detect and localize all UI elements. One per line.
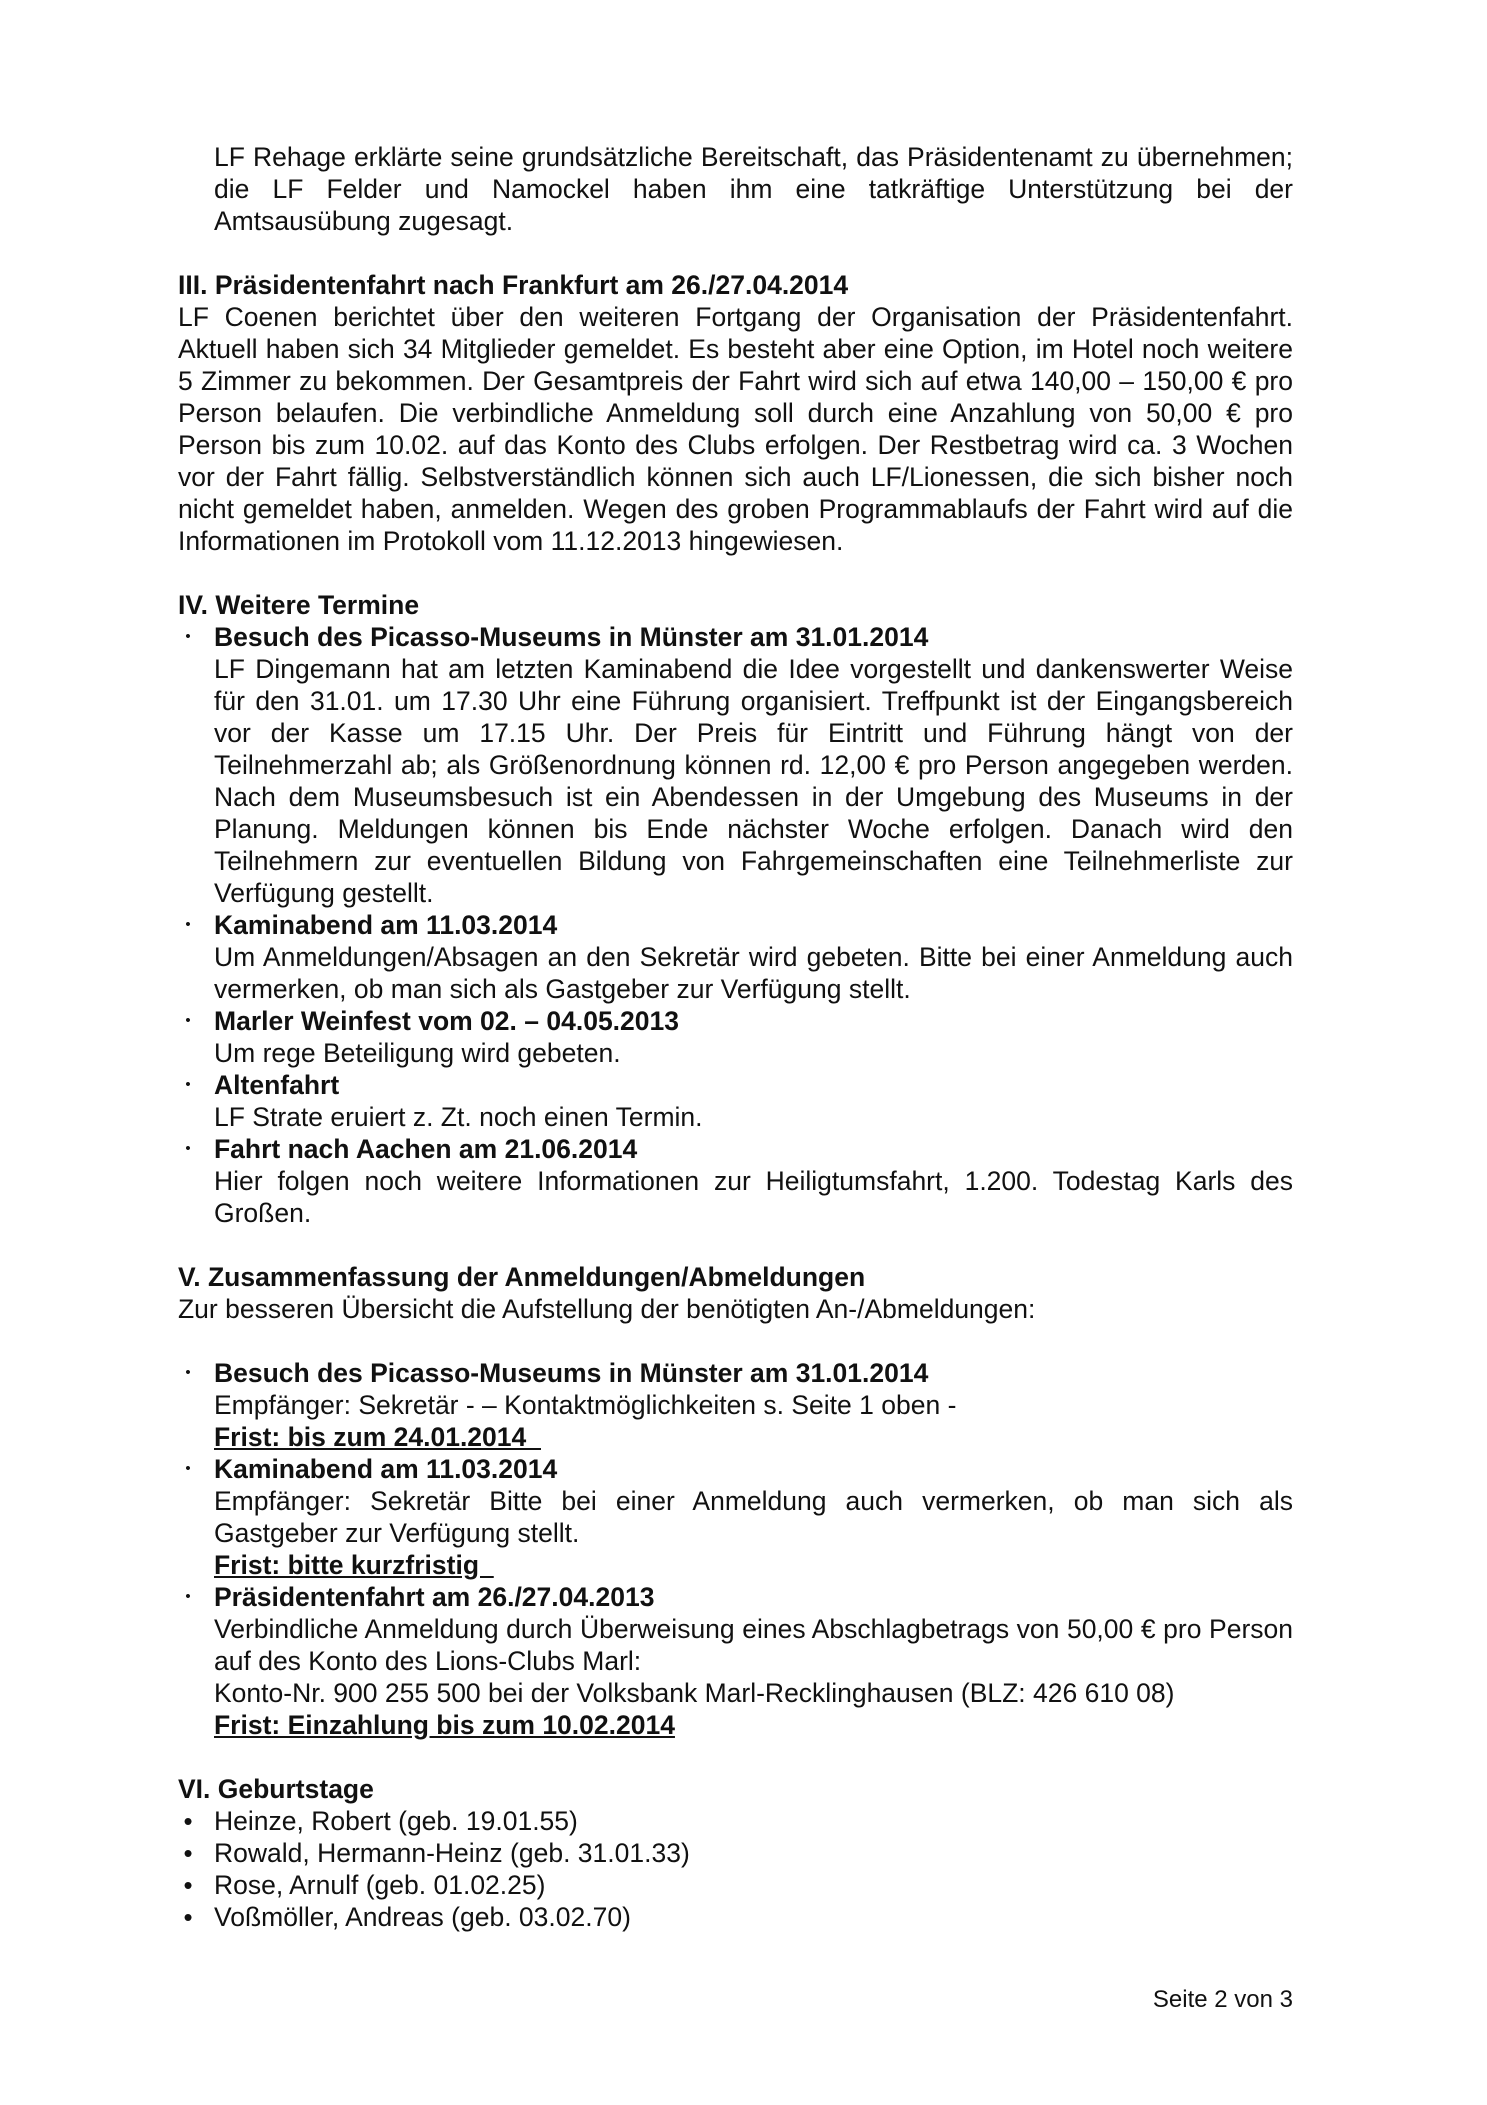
section-heading: V. Zusammenfassung der Anmeldungen/Abmeldungen <box>178 1262 866 1292</box>
bullet-icon: • <box>183 1870 193 1900</box>
list-item <box>178 909 1293 1005</box>
item-title: Kaminabend am 11.03.2014 <box>214 1454 558 1484</box>
bullet-icon: • <box>185 1076 191 1093</box>
item-text: Hier folgen noch weitere Informationen zur Heiligtumsfahrt, 1.200. Todestag Karls des Großen. <box>214 1166 1293 1228</box>
list-item <box>178 1453 1293 1581</box>
section-v <box>178 1261 1293 1741</box>
item-text: Verbindliche Anmeldung durch Überweisung eines Abschlagbetrags von 50,00 € pro Person auf des Konto des Lions-Clubs Marl: <box>214 1614 1293 1676</box>
item-text: Um rege Beteiligung wird gebeten. <box>214 1038 621 1068</box>
bullet-icon: • <box>185 1364 191 1381</box>
bullet-icon: • <box>185 1140 191 1157</box>
section-vi <box>178 1773 1293 1933</box>
item-title: Besuch des Picasso-Museums in Münster am 31.01.2014 <box>214 1358 929 1388</box>
list-item <box>178 1581 1293 1741</box>
list-item <box>178 1133 1293 1229</box>
deadline-text: Frist: bis zum 24.01.2014 <box>214 1422 541 1452</box>
birthday-entry: Rowald, Hermann-Heinz (geb. 31.01.33) <box>214 1838 690 1868</box>
section-heading: III. Präsidentenfahrt nach Frankfurt am 26./27.04.2014 <box>178 270 849 300</box>
blank-line <box>178 1325 1293 1357</box>
section-iv <box>178 589 1293 1229</box>
list-item <box>178 1901 1293 1933</box>
item-title: Präsidentenfahrt am 26./27.04.2013 <box>214 1582 655 1612</box>
item-title: Fahrt nach Aachen am 21.06.2014 <box>214 1134 638 1164</box>
item-text: Empfänger: Sekretär Bitte bei einer Anmeldung auch vermerken, ob man sich als Gastgeber zur Verfügung stellt. <box>214 1486 1293 1548</box>
item-text: LF Strate eruiert z. Zt. noch einen Termin. <box>214 1102 703 1132</box>
section-iii <box>178 269 1293 557</box>
birthday-entry: Rose, Arnulf (geb. 01.02.25) <box>214 1870 546 1900</box>
bullet-icon: • <box>183 1838 193 1868</box>
list-item <box>178 1069 1293 1133</box>
list-item <box>178 1869 1293 1901</box>
section-heading: VI. Geburtstage <box>178 1774 374 1804</box>
list-item <box>178 1005 1293 1069</box>
deadline-text: Frist: Einzahlung bis zum 10.02.2014 <box>214 1710 675 1740</box>
deadline-text: Frist: bitte kurzfristig <box>214 1550 494 1580</box>
bullet-icon: • <box>185 1460 191 1477</box>
bullet-icon: • <box>185 1012 191 1029</box>
bullet-icon: • <box>183 1902 193 1932</box>
bullet-icon: • <box>185 1588 191 1605</box>
bank-details: Konto-Nr. 900 255 500 bei der Volksbank Marl-Recklinghausen (BLZ: 426 610 08) <box>214 1678 1175 1708</box>
item-text: LF Dingemann hat am letzten Kaminabend die Idee vorgestellt und dankenswerter Weise für den 31.01. um 17.30 Uhr eine Führung organisiert. Treffpunkt ist der Eingangsbereich vor der Kasse um 17.15 Uhr. Der Preis für Eintritt und Führung hängt von der Teilnehmerzahl ab; als Größenordnung können rd. 12,00 € pro Person angegeben werden. Nach dem Museumsbesuch ist ein Abendessen in der Umgebung des Museums in der Planung. Meldungen können bis Ende nächster Woche erfolgen. Danach wird den Teilnehmern zur eventuellen Bildung von Fahrgemeinschaften eine Teilnehmerliste zur Verfügung gestellt. <box>214 654 1293 908</box>
bullet-icon: • <box>185 628 191 645</box>
item-title: Kaminabend am 11.03.2014 <box>214 910 558 940</box>
item-title: Besuch des Picasso-Museums in Münster am 31.01.2014 <box>214 622 929 652</box>
list-item <box>178 1357 1293 1453</box>
page-content <box>178 141 1293 1933</box>
birthday-entry: Voßmöller, Andreas (geb. 03.02.70) <box>214 1902 631 1932</box>
bullet-icon: • <box>183 1806 193 1836</box>
birthday-entry: Heinze, Robert (geb. 19.01.55) <box>214 1806 578 1836</box>
item-text: Empfänger: Sekretär - – Kontaktmöglichkeiten s. Seite 1 oben - <box>214 1390 957 1420</box>
list-item <box>178 1837 1293 1869</box>
list-item <box>178 1805 1293 1837</box>
section-intro: Zur besseren Übersicht die Aufstellung der benötigten An-/Abmeldungen: <box>178 1294 1036 1324</box>
intro-section <box>178 141 1293 237</box>
registrations-list <box>178 1357 1293 1741</box>
section-paragraph: LF Coenen berichtet über den weiteren Fortgang der Organisation der Präsidentenfahrt. Aktuell haben sich 34 Mitglieder gemeldet. Es besteht aber eine Option, im Hotel noch weitere 5 Zimmer zu bekommen. Der Gesamtpreis der Fahrt wird sich auf etwa 140,00 – 150,00 € pro Person belaufen. Die verbindliche Anmeldung soll durch eine Anzahlung von 50,00 € pro Person bis zum 10.02. auf das Konto des Clubs erfolgen. Der Restbetrag wird ca. 3 Wochen vor der Fahrt fällig. Selbstverständlich können sich auch LF/Lionessen, die sich bisher noch nicht gemeldet haben, anmelden. Wegen des groben Programmablaufs der Fahrt wird auf die Informationen im Protokoll vom 11.12.2013 hingewiesen. <box>178 302 1293 556</box>
list-item <box>178 621 1293 909</box>
item-text: Um Anmeldungen/Absagen an den Sekretär wird gebeten. Bitte bei einer Anmeldung auch vermerken, ob man sich als Gastgeber zur Verfügung stellt. <box>214 942 1293 1004</box>
bullet-icon: • <box>185 916 191 933</box>
intro-paragraph: LF Rehage erklärte seine grundsätzliche Bereitschaft, das Präsidentenamt zu übernehmen; die LF Felder und Namockel haben ihm eine tatkräftige Unterstützung bei der Amtsausübung zugesagt. <box>214 142 1293 236</box>
appointments-list <box>178 621 1293 1229</box>
page-number: Seite 2 von 3 <box>1152 1986 1293 2013</box>
birthdays-list <box>178 1805 1293 1933</box>
section-heading: IV. Weitere Termine <box>178 590 420 620</box>
item-title: Altenfahrt <box>214 1070 340 1100</box>
item-title: Marler Weinfest vom 02. – 04.05.2013 <box>214 1006 679 1036</box>
